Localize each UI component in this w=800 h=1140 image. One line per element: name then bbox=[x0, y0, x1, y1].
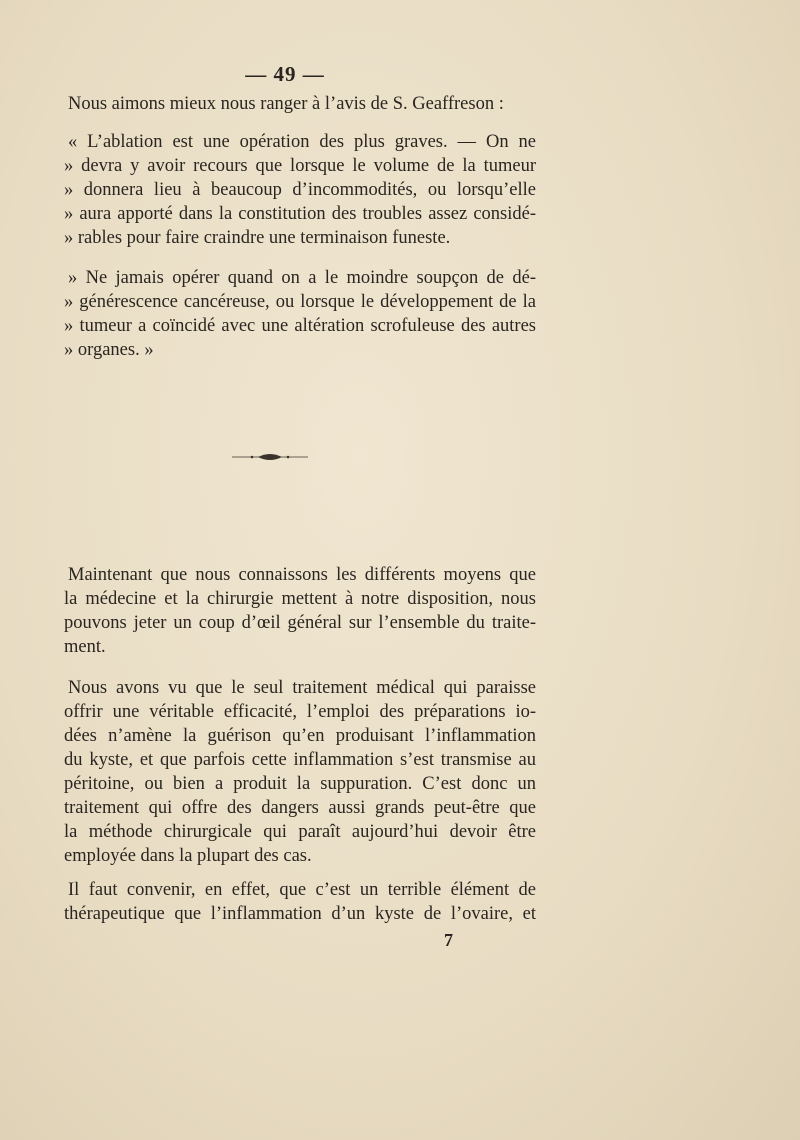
text-line: thérapeutique que l’inflammation d’un kyste de l’ovaire, et bbox=[64, 904, 536, 924]
page-number: — 49 — bbox=[245, 62, 325, 86]
quote-paragraph-2 bbox=[64, 266, 536, 362]
text-line: Il faut convenir, en effet, que c’est un terrible élément de bbox=[68, 880, 536, 900]
text-line: péritoine, ou bien a produit la suppuration. C’est donc un bbox=[64, 774, 536, 794]
signature-number: 7 bbox=[444, 930, 453, 950]
text-line: » tumeur a coïncidé avec une altération scrofuleuse des autres bbox=[64, 316, 536, 336]
text-line: Nous avons vu que le seul traitement médical qui paraisse bbox=[68, 678, 536, 698]
paragraph-1 bbox=[64, 563, 536, 659]
text-line: ment. bbox=[64, 637, 106, 657]
text-line: la médecine et la chirurgie mettent à notre disposition, nous bbox=[64, 589, 536, 609]
intro-paragraph bbox=[64, 92, 536, 116]
section-divider-ornament bbox=[232, 452, 308, 462]
text-line: offrir une véritable efficacité, l’emploi des préparations io- bbox=[64, 702, 536, 722]
text-line: » aura apporté dans la constitution des troubles assez considé- bbox=[64, 204, 536, 224]
text-line: » donnera lieu à beaucoup d’incommodités, ou lorsqu’elle bbox=[64, 180, 536, 200]
text-line: employée dans la plupart des cas. bbox=[64, 846, 312, 866]
text-line: » rables pour faire craindre une terminaison funeste. bbox=[64, 228, 451, 248]
text-line: du kyste, et que parfois cette inflammation s’est transmise au bbox=[64, 750, 536, 770]
text-line: Nous aimons mieux nous ranger à l’avis de S. Geaffreson : bbox=[68, 94, 504, 114]
text-line: pouvons jeter un coup d’œil général sur l’ensemble du traite- bbox=[64, 613, 536, 633]
text-line: » générescence cancéreuse, ou lorsque le développement de la bbox=[64, 292, 536, 312]
text-line: » organes. » bbox=[64, 340, 154, 360]
paragraph-3 bbox=[64, 878, 536, 926]
quote-paragraph-1 bbox=[64, 130, 536, 250]
text-line: « L’ablation est une opération des plus graves. — On ne bbox=[68, 132, 536, 152]
text-line: traitement qui offre des dangers aussi grands peut-être que bbox=[64, 798, 536, 818]
text-line: Maintenant que nous connaissons les différents moyens que bbox=[68, 565, 536, 585]
text-line: » devra y avoir recours que lorsque le volume de la tumeur bbox=[64, 156, 536, 176]
text-line: » Ne jamais opérer quand on a le moindre soupçon de dé- bbox=[68, 268, 536, 288]
text-line: la méthode chirurgicale qui paraît aujourd’hui devoir être bbox=[64, 822, 536, 842]
paragraph-2 bbox=[64, 676, 536, 868]
text-line: dées n’amène la guérison qu’en produisant l’inflammation bbox=[64, 726, 536, 746]
